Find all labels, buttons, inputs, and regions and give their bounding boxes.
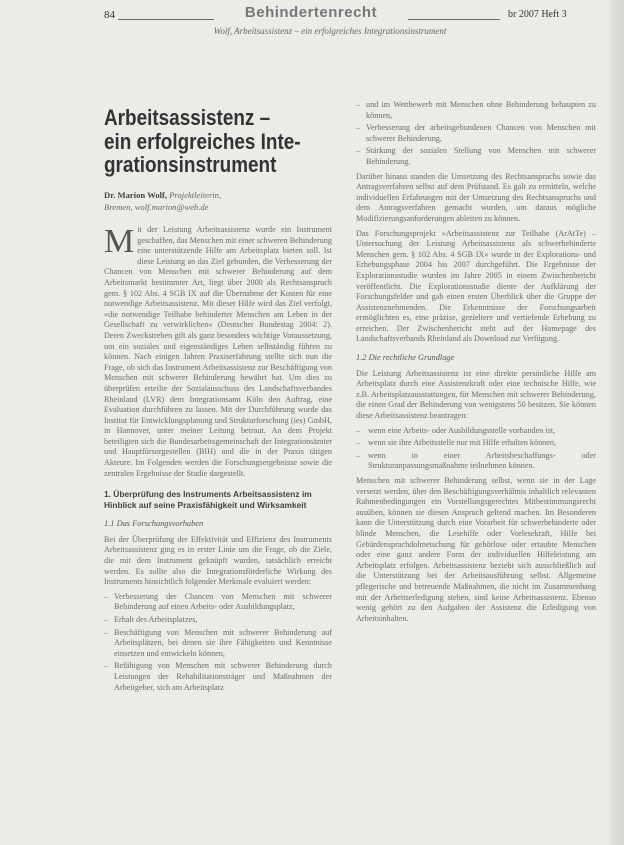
running-head: Wolf, Arbeitsassistenz – ein erfolgreiches Integrationsinstrument	[213, 26, 447, 36]
paragraph: Das Forschungsprojekt »Arbeitsassistenz zur Teilhabe (ArAtTe) – Untersuchung der Leistung Arbeitsassistenz als schwerbehinderte Menschen gem. § 102 Abs. 4 SGB IX« wurde in der Explorations- und Erhebungsphase 2004 bis 2007 durchgeführt. Die Ergebnisse der Explorationsstudie wurden im Jahre 2005 in einem Zwischenbericht veröffentlicht. Die Explorationsstudie diente der Aufklärung der Forschungsfelder und gab einen ersten Überblick über die Gruppe der Assistenznehmenden. Die Erkenntnisse der Forschungsarbeit ermöglichten es, eine präzise, gezieltere und vertiefende Erhebung zu erreichen. Der Zwischenbericht steht auf der Homepage des Landschaftsverbands Rheinland als Download zur Verfügung.	[356, 228, 596, 344]
author-name: Dr. Marion Wolf,	[104, 190, 168, 200]
list-item: – wenn in einer Arbeitsbeschaffungs- oder Strukturanpassungsmaßnahme teilnehmen können.	[356, 451, 596, 472]
title-line-2: ein erfolgreiches Inte-	[104, 128, 301, 154]
goals-list-left	[104, 592, 332, 693]
list-item: – Verbesserung der Chancen von Menschen mit schwerer Behinderung auf einen Arbeits- oder Ausbildungsplatz,	[104, 592, 332, 613]
column-left	[104, 225, 332, 697]
issue-label: br 2007 Heft 3	[508, 9, 567, 20]
list-item: – Befähigung von Menschen mit schwerer Behinderung durch Leistungen der Rehabilitationsträger und Maßnahmen der Arbeitgeber, sich am Arbeitsplatz	[104, 661, 332, 693]
intro-text: it der Leistung Arbeitsassistenz wurde ein Instrument geschaffen, das Menschen mit einer schweren Behinderung eine unterstützende Hilfe am Arbeitsplatz bieten soll. Ist diese Leistung an das Ziel gebunden, die Verbesserung der Chancen von Menschen mit schwerer Behinderung auf dem Arbeitsmarkt bestimmter Art, liegt über 2000 als Rechtsanspruch gem. § 102 Abs. 4 SGB IX auf die Übernahme der Kosten für eine notwendige Arbeitsassistenz. Mit dieser Hilfe wird das Ziel verfolgt, »die notwendige Teilhabe behinderter Menschen am Leben in der Gesellschaft zu verwirklichen« (Deutscher Bundestag 2004: 2). Deren Zweckstreben gilt als ganz besonders wichtige Voraussetzung, um ein soziales und eigenständiges Leben selbständig führen zu können. Nach einigen Jahren Praxiserfahrung stellte sich nun die Frage, ob sich das Instrument Arbeitsassistenz zur Beschäftigung von Menschen mit schwerer Behinderung bewährt hat. Um dies zu überprüfen erteilte der Sozialausschuss des Landschaftsverbandes Rheinland (LVR) dem Integrationsamt Köln den Auftrag, eine Evaluation durchführen zu lassen. Mit der Durchführung wurde das Institut für Entwicklungsplanung und Strukturforschung (ies) GmbH, in Hannover, unter meiner Leitung betraut. An dem Projekt beteiligten sich die Bundesarbeitsgemeinschaft der Integrationsämter und Hauptfürsorgestellen (BIH) und die in der Praxis tätigen Akteure. Im Folgenden werden die Forschungsergebnisse sowie die zentralen Ergebnisse der Studie dargestellt.	[104, 225, 332, 478]
page-edge-shadow	[610, 0, 624, 845]
header-rule-left	[118, 19, 214, 20]
list-item-continued: – und im Wettbewerb mit Menschen ohne Behinderung behaupten zu können,	[356, 100, 596, 121]
goals-list-right	[356, 100, 596, 168]
subsection-heading-1-1: 1.1 Das Forschungsvorhaben	[104, 519, 204, 529]
journal-name: Behindertenrecht	[244, 4, 378, 21]
paragraph: Menschen mit schwerer Behinderung selbst, wenn sie in der Lage versetzt werden, über den Beschäftigungsverhältnis inhaltlich relevanten Rahmenbedingungen ein Vorstellungsgerechtes Mitbestimmungsrecht ausüben, können sie diesen Anspruch geltend machen. Im Besonderen kann die Unterstützung durch eine Vorarbeit für schwerbehinderte oder blinde Menschen, die Lesehilfe oder Vorlesekraft, Hilfe bei Gebärdensprachdolmetschung für gehörlose oder ertaubte Menschen oder eine ganz andere Form der individuellen Hilfeleistung am Arbeitsplatz erfolgen. Arbeitsassistenz bezieht sich ausschließlich auf die Unterstützung bei der Arbeitsausführung selbst. Allgemeine pflegerische und betreuende Maßnahmen, die nicht im Zusammenhang mit der Arbeitserledigung stehen, sind keine Arbeitsassistenz. Ebenso wenig gehört zu den Aufgaben der Assistenz die Erledigung von Arbeitsinhalten.	[356, 476, 596, 623]
article-title	[104, 106, 324, 177]
column-right	[356, 98, 596, 628]
author-location: Bremen, wolf.marion@web.de	[104, 202, 209, 212]
list-item: – Stärkung der sozialen Stellung von Menschen mit schwerer Behinderung.	[356, 146, 596, 167]
title-line-3: grationsinstrument	[104, 152, 277, 177]
paragraph: Die Leistung Arbeitsassistenz ist eine direkte persönliche Hilfe am Arbeitsplatz durch eine Assistenzkraft oder eine technische Hilfe, wie z.B. Arbeitsplatzausstattungen, für Menschen mit schwerer Behinderung, die einen Grad der Behinderung von wenigstens 50 besitzen. Sie können diese Arbeitsassistenz beantragen:	[356, 368, 596, 421]
list-item: – Beschäftigung von Menschen mit schwerer Behinderung auf Arbeitsplätzen, bei denen sie ihre Fähigkeiten und Kenntnisse einsetzen und entwickeln können,	[104, 628, 332, 660]
section-heading-1-text: 1. Überprüfung des Instruments Arbeitsassistenz im Hinblick auf seine Praxisfähigkeit und Wirksamkeit	[104, 489, 312, 511]
section-heading-1	[104, 489, 332, 511]
legal-conditions-list	[356, 426, 596, 472]
drop-cap: M	[104, 223, 135, 260]
header-rule-right	[408, 19, 500, 20]
page-number: 84	[104, 9, 115, 21]
list-item: – wenn eine Arbeits- oder Ausbildungsstelle vorhanden ist,	[356, 426, 596, 437]
title-line-1: Arbeitsassistenz –	[104, 105, 271, 130]
intro-paragraph	[104, 225, 332, 479]
list-item: – wenn sie ihre Arbeitsstelle nur mit Hilfe erhalten können,	[356, 438, 596, 449]
author-role: Projektleiterin,	[167, 190, 222, 200]
list-item: – Verbesserung der arbeitsgebundenen Chancen von Menschen mit schwerer Behinderung,	[356, 123, 596, 144]
subsection-paragraph: Bei der Überprüfung der Effektivität und Effizienz des Instruments Arbeitsassistenz ging es in erster Linie um die Frage, ob die Ziele, die mit dem Instrument geknüpft wurden, tatsächlich erreicht werden. Es sollte also die Integrationsförderliche Wirkung des Instruments hinsichtlich folgender Merkmale evaluiert werden:	[104, 534, 332, 587]
paragraph: Darüber hinaus standen die Umsetzung des Rechtsanspruchs sowie das Antragsverfahren selbst auf dem Prüfstand. Es galt zu ermitteln, welche individuellen Erfahrungen mit der Umsetzung des Rechtsanspruchs und dem Antragsverfahren gemacht wurden, um daraus mögliche Modifizierungsanforderungen ableiten zu können.	[356, 171, 596, 223]
author-block	[104, 189, 334, 213]
subsection-heading-1-2: 1.2 Die rechtliche Grundlage	[356, 353, 455, 363]
list-item: – Erhalt des Arbeitsplatzes,	[104, 615, 332, 626]
